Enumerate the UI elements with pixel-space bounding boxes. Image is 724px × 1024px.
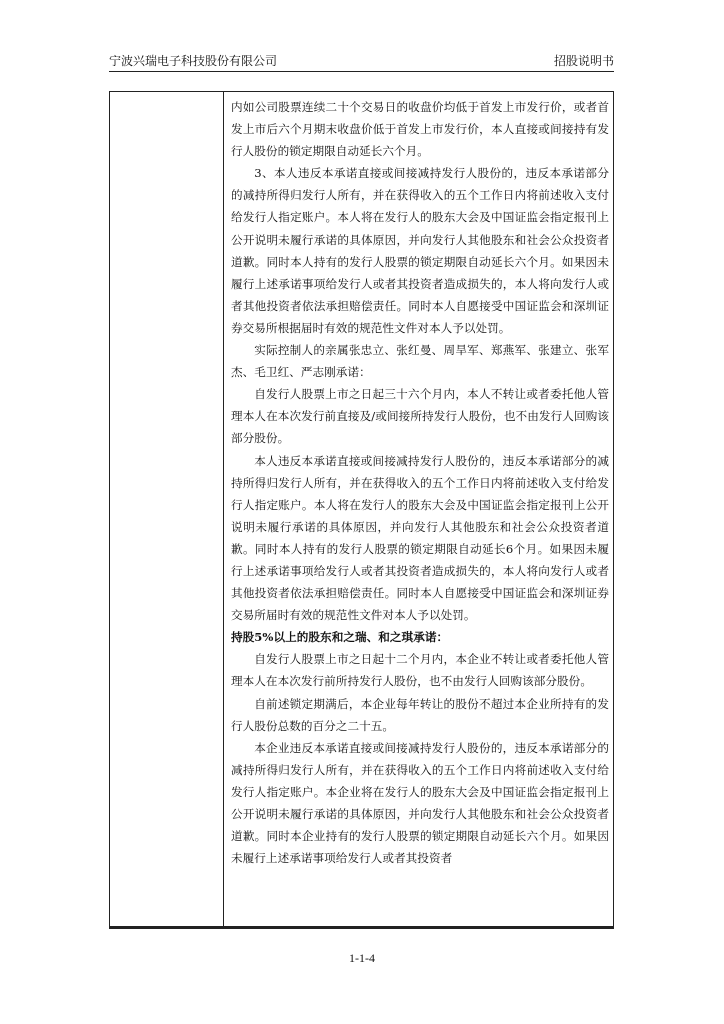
table-bottom-rule [109,926,614,929]
paragraph: 本企业违反本承诺直接或间接减持发行人股份的，违反本承诺部分的减持所得归发行人所有，并在获得收入的五个工作日内将前述收入支付给发行人指定账户。本企业将在发行人的股东大会及中国证监会指定报刊上公开说明未履行承诺的具体原因，并向发行人其他股东和社会公众投资者道歉。同时本企业持有的发行人股票的锁定期限自动延长六个月。如果因未履行上述承诺事项给发行人或者其投资者 [231,740,609,866]
paragraph: 实际控制人的亲属张忠立、张红曼、周旱军、郑燕军、张建立、张军杰、毛卫红、严志刚承诺： [231,343,609,380]
header-divider [109,71,614,72]
section-heading: 持股5%以上的股东和之瑞、和之琪承诺： [231,630,449,645]
commitment-table [109,91,614,926]
document-type: 招股说明书 [553,54,614,68]
paragraph: 3、本人违反本承诺直接或间接减持发行人股份的，违反本承诺部分的减持所得归发行人所有，并在获得收入的五个工作日内将前述收入支付给发行人指定账户。本人将在发行人的股东大会及中国证监会指定报刊上公开说明未履行承诺的具体原因，并向发行人其他股东和社会公众投资者道歉。同时本人持有的发行人股票的锁定期限自动延长六个月。如果因未履行上述承诺事项给发行人或者其投资者造成损失的，本人将向发行人或者其他投资者依法承担赔偿责任。同时本人自愿接受中国证监会和深圳证券交易所根据届时有效的规范性文件对本人予以处罚。 [231,166,609,335]
paragraph: 自发行人股票上市之日起三十六个月内，本人不转让或者委托他人管理本人在本次发行前直接及/或间接所持发行人股份，也不由发行人回购该部分股份。 [231,387,609,446]
company-name: 宁波兴瑞电子科技股份有限公司 [109,54,278,68]
table-content-cell [231,96,609,869]
page-header [109,52,614,72]
paragraph: 内如公司股票连续二十个交易日的收盘价均低于首发上市发行价，或者首发上市后六个月期末收盘价低于首发上市发行价，本人直接或间接持有发行人股份的锁定期限自动延长六个月。 [231,100,609,159]
paragraph: 自发行人股票上市之日起十二个月内，本企业不转让或者委托他人管理本人在本次发行前所持发行人股份，也不由发行人回购该部分股份。 [231,652,609,689]
paragraph: 本人违反本承诺直接或间接减持发行人股份的，违反本承诺部分的减持所得归发行人所有，并在获得收入的五个工作日内将前述收入支付给发行人指定账户。本人将在发行人的股东大会及中国证监会指定报刊上公开说明未履行承诺的具体原因，并向发行人其他股东和社会公众投资者道歉。同时本人持有的发行人股票的锁定期限自动延长6个月。如果因未履行上述承诺事项给发行人或者其投资者造成损失的，本人将向发行人或者其他投资者依法承担赔偿责任。同时本人自愿接受中国证监会和深圳证券交易所届时有效的规范性文件对本人予以处罚。 [231,453,609,623]
table-left-cell [110,92,224,926]
page-number: 1-1-4 [349,951,375,965]
paragraph: 自前述锁定期满后，本企业每年转让的股份不超过本企业所持有的发行人股份总数的百分之二十五。 [231,696,609,733]
